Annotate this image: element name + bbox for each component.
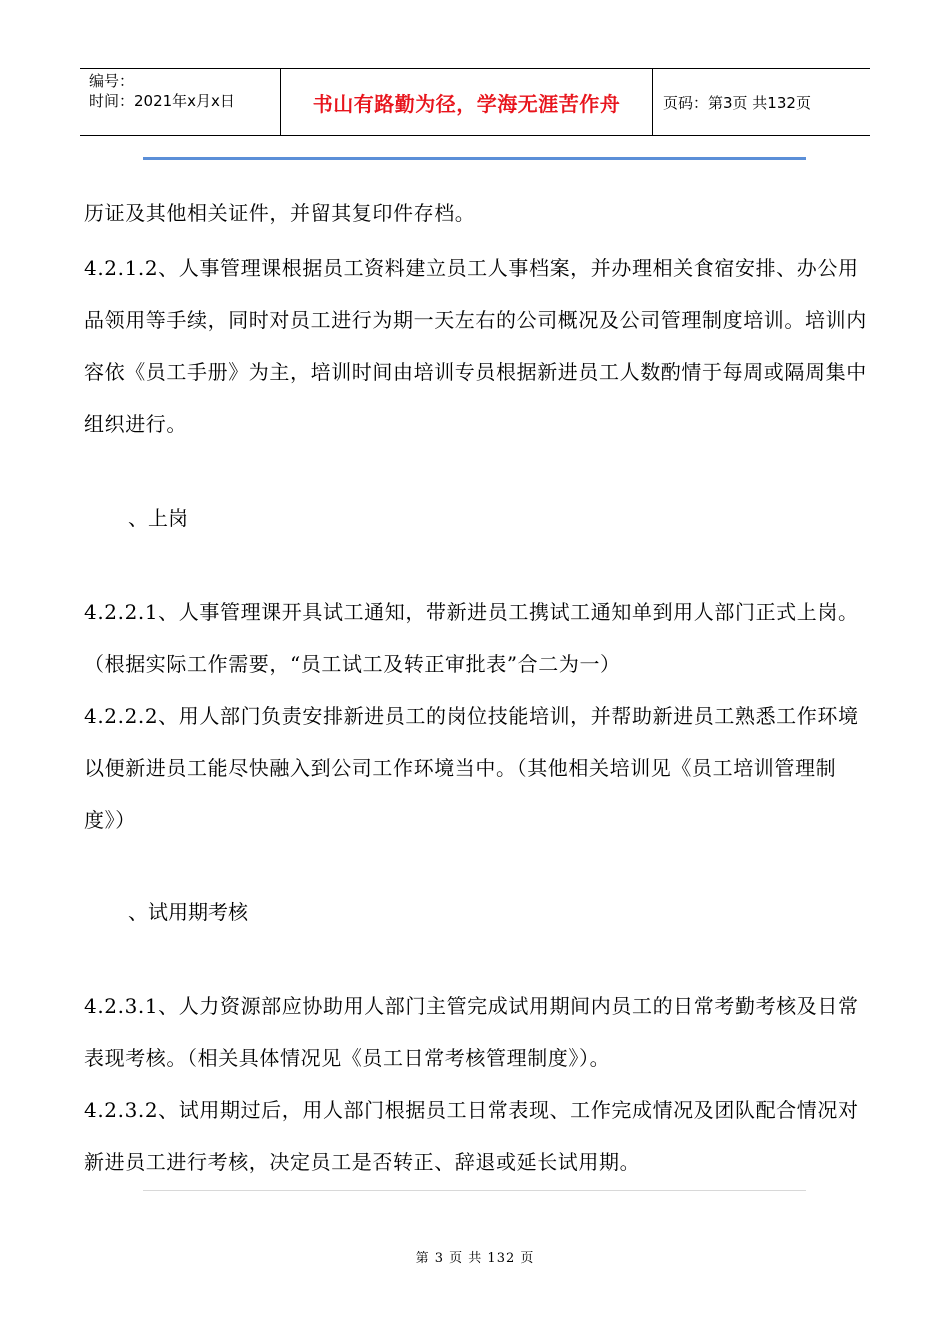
paragraph-4-2-2-2: 4.2.2.2、用人部门负责安排新进员工的岗位技能培训，并帮助新进员工熟悉工作环境以便新进员工能尽快融入到公司工作环境当中。（其他相关培训见《员工培训管理制度》） — [84, 704, 859, 832]
footer-page-number: 第 3 页 共 132 页 — [415, 1251, 535, 1266]
paragraph-4-2-1-2: 4.2.1.2、人事管理课根据员工资料建立员工人事档案，并办理相关食宿安排、办公用品领用等手续，同时对员工进行为期一天左右的公司概况及公司管理制度培训。培训内容依《员工手册》为主，培训时间由培训专员根据新进员工人数酌情于每周或隔周集中组织进行。 — [84, 256, 867, 436]
header-page-cell — [653, 69, 870, 135]
header-divider — [143, 157, 806, 160]
header-motto-cell — [281, 69, 653, 135]
header-meta-cell — [80, 69, 281, 135]
document-header — [80, 68, 870, 136]
paragraph-4-2-2-1: 4.2.2.1、人事管理课开具试工通知，带新进员工携试工通知单到用人部门正式上岗。（根据实际工作需要，“员工试工及转正审批表”合二为一） — [84, 600, 859, 676]
section-heading-probation: 、试用期考核 — [128, 900, 248, 924]
paragraph-continuation: 历证及其他相关证件，并留其复印件存档。 — [84, 201, 476, 225]
paragraph-4-2-3-1: 4.2.3.1、人力资源部应协助用人部门主管完成试用期间内员工的日常考勤考核及日常表现考核。（相关具体情况见《员工日常考核管理制度》）。 — [84, 994, 859, 1070]
footer-divider — [143, 1190, 806, 1191]
paragraph-4-2-3-2: 4.2.3.2、试用期过后，用人部门根据员工日常表现、工作完成情况及团队配合情况对新进员工进行考核，决定员工是否转正、辞退或延长试用期。 — [84, 1098, 859, 1174]
header-page-code: 页码：第3页 共132页 — [663, 93, 811, 112]
section-heading-onboard: 、上岗 — [128, 506, 188, 530]
document-body — [84, 188, 874, 1188]
document-date-label: 时间：2021年x月x日 — [89, 92, 235, 110]
header-motto: 书山有路勤为径，学海无涯苦作舟 — [312, 91, 621, 116]
document-number-label: 编号： — [89, 72, 135, 90]
page-footer — [0, 1247, 950, 1266]
